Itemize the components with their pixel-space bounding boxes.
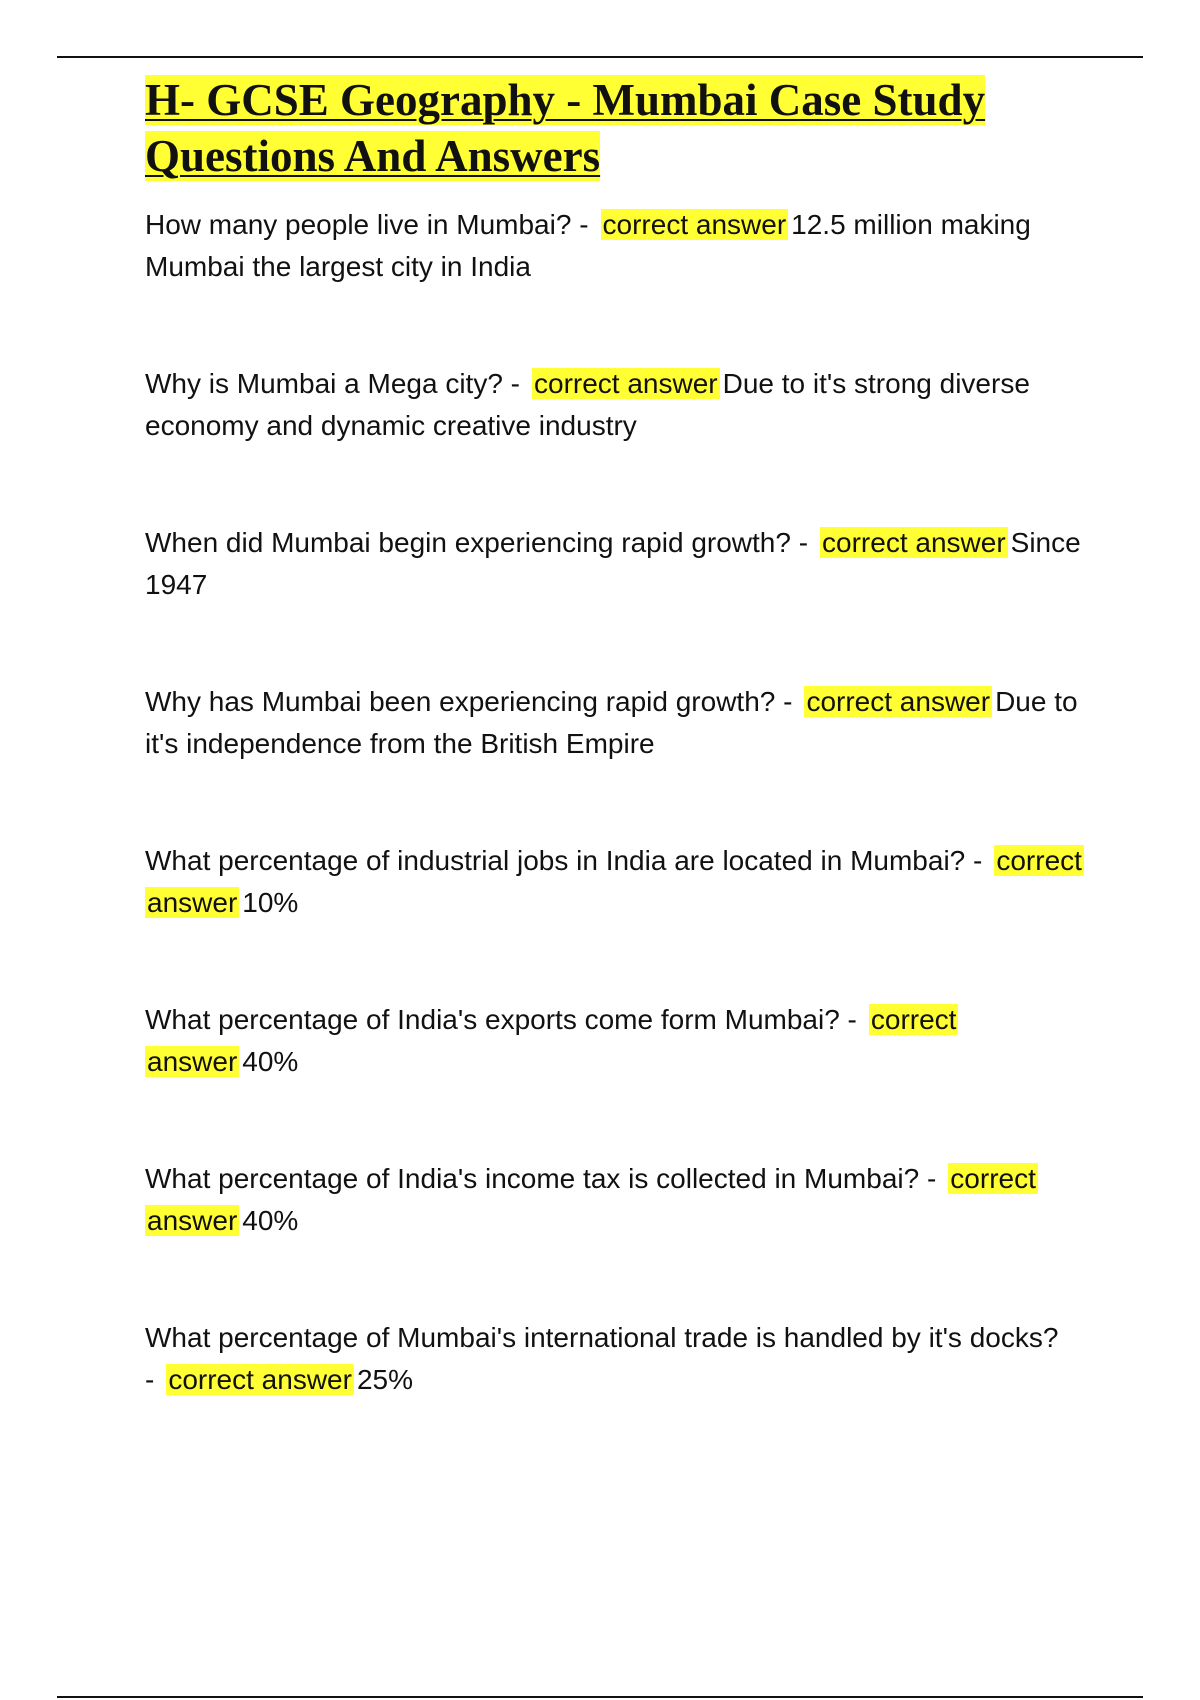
answer-text: 12.5 million making Mumbai the largest city in India — [145, 209, 1031, 282]
answer-text: Since 1947 — [145, 527, 1081, 600]
qa-item — [145, 681, 1085, 765]
qa-item — [145, 1317, 1085, 1401]
question-text: What percentage of India's exports come form Mumbai? - — [145, 1004, 857, 1035]
qa-item — [145, 840, 1085, 924]
question-text: What percentage of India's income tax is collected in Mumbai? - — [145, 1163, 937, 1194]
qa-item — [145, 522, 1085, 606]
qa-item — [145, 363, 1085, 447]
qa-item — [145, 1158, 1085, 1242]
answer-marker: correct answer — [602, 209, 787, 240]
answer-marker: correct answer — [147, 845, 1082, 918]
answer-text: Due to it's independence from the British Empire — [145, 686, 1078, 759]
question-text: How many people live in Mumbai? - — [145, 209, 589, 240]
answer-text: 40% — [242, 1205, 299, 1236]
answer-text: 25% — [356, 1364, 413, 1395]
title-highlight: H- GCSE Geography - Mumbai Case Study Questions And Answers — [145, 75, 986, 181]
answer-marker: correct answer — [534, 368, 718, 399]
answer-text: 40% — [242, 1046, 299, 1077]
qa-item — [145, 999, 1085, 1083]
question-text: Why has Mumbai been experiencing rapid growth? - — [145, 686, 793, 717]
top-rule — [57, 56, 1143, 58]
answer-marker: correct answer — [147, 1004, 957, 1077]
question-text: What percentage of Mumbai's international trade is handled by it's docks? - — [145, 1322, 1059, 1395]
answer-text: 10% — [242, 887, 299, 918]
bottom-rule — [57, 1696, 1143, 1698]
question-text: When did Mumbai begin experiencing rapid growth? - — [145, 527, 809, 558]
question-text: What percentage of industrial jobs in India are located in Mumbai? - — [145, 845, 983, 876]
document-body — [145, 72, 1085, 1401]
document-title — [145, 72, 1085, 184]
answer-marker: correct answer — [168, 1364, 352, 1395]
answer-marker: correct answer — [147, 1163, 1036, 1236]
qa-item — [145, 204, 1085, 288]
answer-marker: correct answer — [822, 527, 1006, 558]
answer-marker: correct answer — [806, 686, 991, 717]
answer-text: Due to it's strong diverse economy and dynamic creative industry — [145, 368, 1030, 441]
question-text: Why is Mumbai a Mega city? - — [145, 368, 520, 399]
